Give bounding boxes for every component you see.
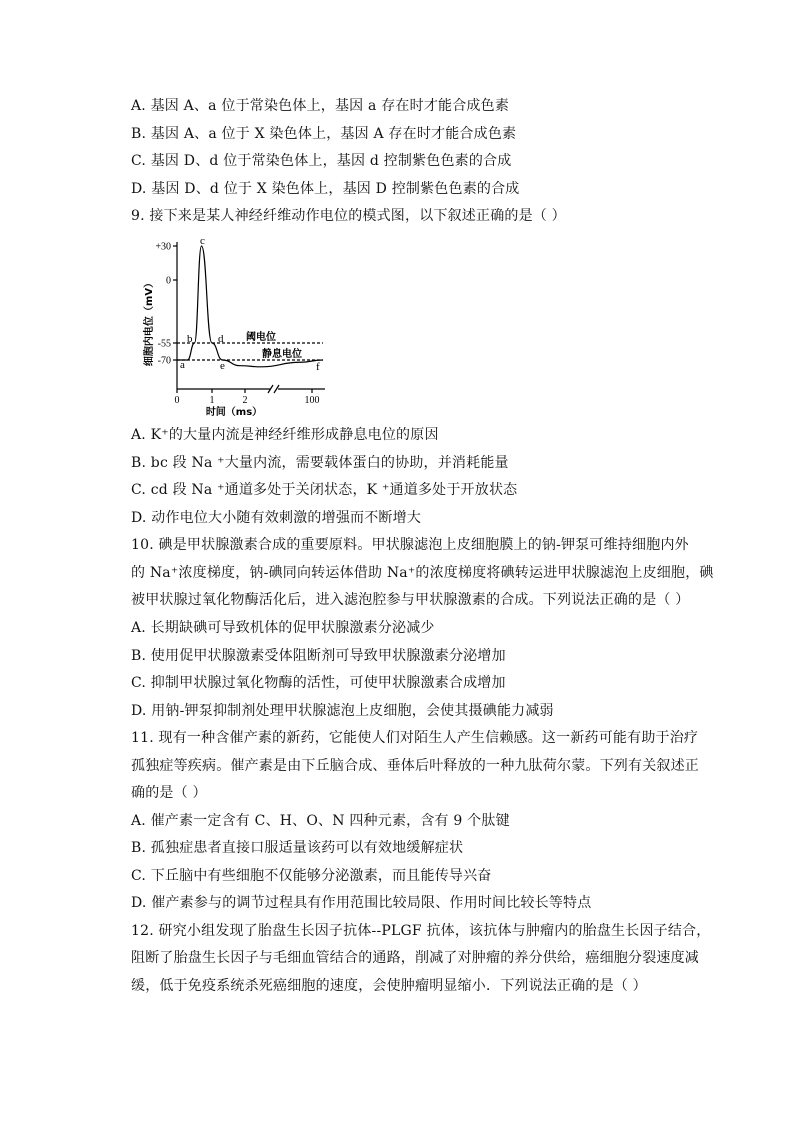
action-potential-chart bbox=[140, 232, 340, 418]
q10-option-c: C. 抑制甲状腺过氧化物酶的活性，可使甲状腺激素合成增加 bbox=[131, 675, 506, 691]
q8-option-d: D. 基因 D、d 位于 X 染色体上，基因 D 控制紫色色素的合成 bbox=[131, 181, 520, 197]
q9-option-b: B. bc 段 Na ⁺大量内流，需要载体蛋白的协助，并消耗能量 bbox=[131, 455, 509, 471]
x-tick-label: 1 bbox=[209, 395, 215, 406]
q9-option-c: C. cd 段 Na ⁺通道多处于关闭状态，K ⁺通道多处于开放状态 bbox=[131, 482, 518, 498]
q11-stem-line3: 确的是（ ） bbox=[131, 785, 207, 801]
q11-stem-line2: 孤独症等疾病。催产素是由下丘脑合成、垂体后叶释放的一种九肽荷尔蒙。下列有关叙述正 bbox=[131, 758, 699, 774]
point-e: e bbox=[220, 360, 225, 372]
y-tick-label: -55 bbox=[157, 338, 171, 350]
q11-stem-line1: 11. 现有一种含催产素的新药，它能使人们对陌生人产生信赖感。这一新药可能有助于治疗 bbox=[131, 730, 699, 746]
q8-option-a: A. 基因 A、a 位于常染色体上，基因 a 存在时才能合成色素 bbox=[131, 98, 510, 114]
x-axis-label: 时间（ms） bbox=[205, 407, 263, 418]
point-d: d bbox=[218, 333, 224, 345]
point-b: b bbox=[187, 333, 193, 345]
q10-stem-line2: 的 Na⁺浓度梯度，钠-碘同向转运体借助 Na⁺的浓度梯度将碘转运进甲状腺滤泡上皮细胞，碘 bbox=[131, 565, 714, 581]
y-tick-label: +30 bbox=[155, 241, 171, 253]
y-tick-label: -70 bbox=[157, 355, 171, 367]
point-a: a bbox=[180, 359, 185, 371]
q10-option-b: B. 使用促甲状腺激素受体阻断剂可导致甲状腺激素分泌增加 bbox=[131, 648, 506, 664]
q12-stem-line1: 12. 研究小组发现了胎盘生长因子抗体--PLGF 抗体，该抗体与肿瘤内的胎盘生长因子结合， bbox=[131, 923, 711, 939]
point-c: c bbox=[200, 235, 205, 247]
threshold-label: 阈电位 bbox=[246, 332, 276, 343]
q10-stem-line3: 被甲状腺过氧化物酶活化后，进入滤泡腔参与甲状腺激素的合成。下列说法正确的是（ ） bbox=[131, 592, 690, 608]
y-tick-label: 0 bbox=[166, 275, 171, 287]
q9-option-a: A. K⁺的大量内流是神经纤维形成静息电位的原因 bbox=[131, 427, 439, 443]
resting-label: 静息电位 bbox=[262, 349, 302, 360]
q9-stem: 9. 接下来是某人神经纤维动作电位的模式图，以下叙述正确的是（ ） bbox=[131, 208, 566, 224]
point-f: f bbox=[316, 361, 320, 373]
q11-option-a: A. 催产素一定含有 C、H、O、N 四种元素，含有 9 个肽键 bbox=[131, 813, 510, 829]
q11-option-c: C. 下丘脑中有些细胞不仅能够分泌激素，而且能传导兴奋 bbox=[131, 868, 492, 884]
q12-stem-line3: 缓，低于免疫系统杀死癌细胞的速度，会使肿瘤明显缩小．下列说法正确的是（ ） bbox=[131, 978, 647, 994]
x-tick-label: 2 bbox=[242, 395, 248, 406]
x-tick-label: 100 bbox=[304, 395, 320, 406]
q11-option-d: D. 催产素参与的调节过程具有作用范围比较局限、作用时间比较长等特点 bbox=[131, 895, 592, 911]
q11-option-b: B. 孤独症患者直接口服适量该药可以有效地缓解症状 bbox=[131, 840, 464, 856]
q8-option-c: C. 基因 D、d 位于常染色体上，基因 d 控制紫色色素的合成 bbox=[131, 153, 512, 169]
x-tick-label: 0 bbox=[174, 395, 180, 406]
q10-option-a: A. 长期缺碘可导致机体的促甲状腺激素分泌减少 bbox=[131, 620, 435, 636]
y-axis-label: 细胞内电位（mV） bbox=[144, 277, 155, 367]
q9-option-d: D. 动作电位大小随有效刺激的增强而不断增大 bbox=[131, 510, 422, 526]
q10-option-d: D. 用钠-钾泵抑制剂处理甲状腺滤泡上皮细胞，会使其摄碘能力减弱 bbox=[131, 703, 554, 719]
q12-stem-line2: 阻断了胎盘生长因子与毛细血管结合的通路，削减了对肿瘤的养分供给，癌细胞分裂速度减 bbox=[131, 950, 699, 966]
q8-option-b: B. 基因 A、a 位于 X 染色体上，基因 A 存在时才能合成色素 bbox=[131, 126, 517, 142]
q10-stem-line1: 10. 碘是甲状腺激素合成的重要原料。甲状腺滤泡上皮细胞膜上的钠-钾泵可维持细胞内外 bbox=[131, 537, 689, 553]
